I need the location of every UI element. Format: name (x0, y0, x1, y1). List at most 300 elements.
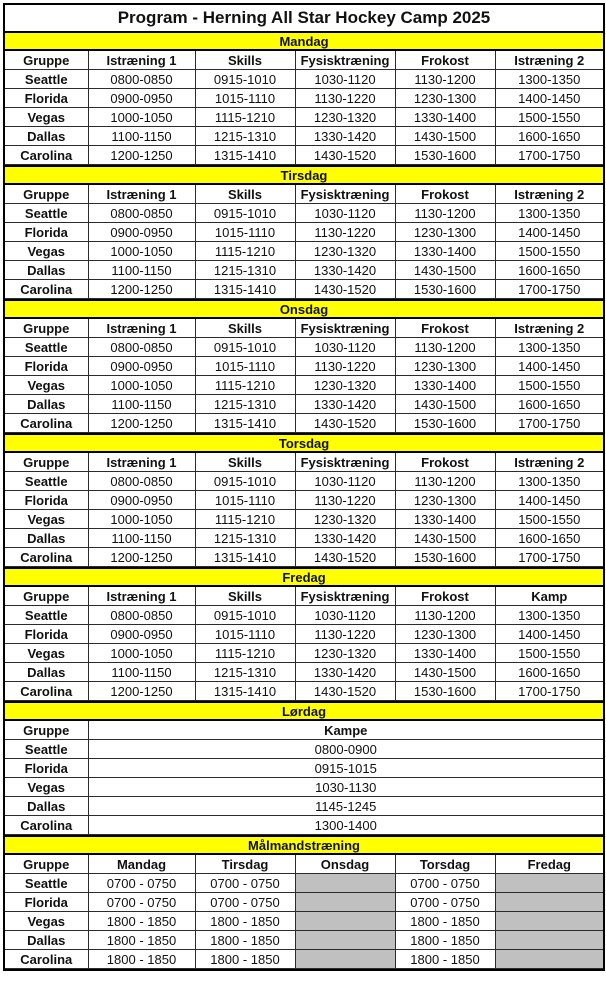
day-header-row (5, 568, 603, 586)
column-header: Fysisktræning (295, 50, 395, 70)
day-header-row (5, 166, 603, 184)
column-header: Frokost (395, 586, 495, 606)
time-cell: 0900-0950 (88, 625, 195, 644)
time-cell: 1000-1050 (88, 510, 195, 529)
day-block-torsdag (5, 433, 603, 567)
group-name-cell: Seattle (5, 606, 88, 625)
day-header-row (5, 300, 603, 318)
time-cell: 1530-1600 (395, 414, 495, 433)
column-header: Gruppe (5, 50, 88, 70)
time-cell: 1800 - 1850 (395, 950, 495, 969)
time-cell: 1115-1210 (195, 108, 295, 127)
group-name-cell: Carolina (5, 816, 88, 835)
time-cell: 1100-1150 (88, 395, 195, 414)
schedule-table (5, 567, 603, 701)
time-cell: 1015-1110 (195, 223, 295, 242)
group-name-cell: Seattle (5, 70, 88, 89)
empty-cell (295, 874, 395, 893)
column-header: Skills (195, 50, 295, 70)
time-cell: 1230-1320 (295, 644, 395, 663)
time-cell: 0915-1010 (195, 606, 295, 625)
time-cell: 1430-1520 (295, 682, 395, 701)
time-cell: 1130-1200 (395, 606, 495, 625)
time-cell: 1300-1350 (495, 70, 603, 89)
day-header: Fredag (5, 568, 603, 586)
column-header: Istræning 1 (88, 586, 195, 606)
time-cell: 0915-1010 (195, 204, 295, 223)
column-header: Frokost (395, 184, 495, 204)
day-header-row (5, 702, 603, 720)
time-cell: 1330-1400 (395, 644, 495, 663)
group-name-cell: Seattle (5, 204, 88, 223)
time-cell: 1330-1420 (295, 127, 395, 146)
group-name-cell: Seattle (5, 874, 88, 893)
time-cell: 1000-1050 (88, 108, 195, 127)
time-cell: 1330-1400 (395, 108, 495, 127)
column-header: Skills (195, 452, 295, 472)
time-cell: 1130-1220 (295, 625, 395, 644)
day-header: Lørdag (5, 702, 603, 720)
column-header-row (5, 586, 603, 606)
column-header-row (5, 318, 603, 338)
time-cell: 1600-1650 (495, 529, 603, 548)
time-cell: 0700 - 0750 (395, 874, 495, 893)
column-header: Fysisktræning (295, 318, 395, 338)
group-name-cell: Dallas (5, 797, 88, 816)
time-cell: 1215-1310 (195, 529, 295, 548)
column-header: Mandag (88, 854, 195, 874)
time-cell: 0900-0950 (88, 491, 195, 510)
time-cell: 1130-1200 (395, 204, 495, 223)
time-cell: 1500-1550 (495, 376, 603, 395)
table-row (5, 395, 603, 414)
table-row (5, 127, 603, 146)
group-name-cell: Dallas (5, 529, 88, 548)
time-cell: 1300-1350 (495, 606, 603, 625)
empty-cell (495, 874, 603, 893)
time-cell: 1000-1050 (88, 242, 195, 261)
time-cell: 1100-1150 (88, 529, 195, 548)
time-cell: 1315-1410 (195, 548, 295, 567)
time-cell: 1015-1110 (195, 357, 295, 376)
table-row (5, 357, 603, 376)
time-cell: 1230-1320 (295, 376, 395, 395)
group-name-cell: Florida (5, 759, 88, 778)
time-cell: 1800 - 1850 (195, 931, 295, 950)
schedule-blocks (5, 33, 603, 969)
column-header: Skills (195, 586, 295, 606)
time-cell: 1800 - 1850 (395, 931, 495, 950)
time-cell: 1400-1450 (495, 89, 603, 108)
column-header: Istræning 1 (88, 50, 195, 70)
group-name-cell: Dallas (5, 663, 88, 682)
column-header: Frokost (395, 50, 495, 70)
table-row (5, 778, 603, 797)
time-cell: 1400-1450 (495, 491, 603, 510)
table-row (5, 338, 603, 357)
time-cell: 1430-1500 (395, 261, 495, 280)
page-title: Program - Herning All Star Hockey Camp 2025 (5, 5, 603, 33)
table-row (5, 376, 603, 395)
time-cell: 1115-1210 (195, 242, 295, 261)
empty-cell (295, 912, 395, 931)
time-cell: 1300-1400 (88, 816, 603, 835)
table-row (5, 472, 603, 491)
schedule-table (5, 33, 603, 165)
day-block-lordag (5, 701, 603, 835)
column-header: Kampe (88, 720, 603, 740)
time-cell: 0915-1015 (88, 759, 603, 778)
day-block-mandag (5, 33, 603, 165)
time-cell: 1030-1120 (295, 338, 395, 357)
time-cell: 1430-1500 (395, 663, 495, 682)
group-name-cell: Vegas (5, 242, 88, 261)
time-cell: 1230-1300 (395, 357, 495, 376)
group-name-cell: Dallas (5, 261, 88, 280)
time-cell: 1215-1310 (195, 663, 295, 682)
time-cell: 1200-1250 (88, 682, 195, 701)
time-cell: 1400-1450 (495, 625, 603, 644)
column-header: Gruppe (5, 854, 88, 874)
table-row (5, 816, 603, 835)
time-cell: 0700 - 0750 (195, 893, 295, 912)
table-row (5, 606, 603, 625)
table-row (5, 280, 603, 299)
time-cell: 1145-1245 (88, 797, 603, 816)
time-cell: 1000-1050 (88, 376, 195, 395)
time-cell: 1330-1400 (395, 376, 495, 395)
schedule-table (5, 433, 603, 567)
group-name-cell: Seattle (5, 740, 88, 759)
column-header: Istræning 1 (88, 452, 195, 472)
table-row (5, 108, 603, 127)
day-header: Onsdag (5, 300, 603, 318)
time-cell: 1315-1410 (195, 146, 295, 165)
table-row (5, 204, 603, 223)
schedule-table (5, 701, 603, 835)
schedule-table (5, 165, 603, 299)
time-cell: 1700-1750 (495, 280, 603, 299)
time-cell: 1430-1520 (295, 548, 395, 567)
column-header: Tirsdag (195, 854, 295, 874)
time-cell: 1430-1520 (295, 414, 395, 433)
time-cell: 1700-1750 (495, 548, 603, 567)
day-header: Mandag (5, 33, 603, 50)
group-name-cell: Vegas (5, 644, 88, 663)
group-name-cell: Seattle (5, 338, 88, 357)
column-header-row (5, 854, 603, 874)
time-cell: 0900-0950 (88, 89, 195, 108)
column-header: Fredag (495, 854, 603, 874)
time-cell: 1500-1550 (495, 510, 603, 529)
time-cell: 0800-0850 (88, 338, 195, 357)
column-header: Istræning 2 (495, 50, 603, 70)
group-name-cell: Dallas (5, 127, 88, 146)
table-row (5, 663, 603, 682)
column-header: Kamp (495, 586, 603, 606)
table-row (5, 931, 603, 950)
time-cell: 1230-1320 (295, 108, 395, 127)
empty-cell (295, 931, 395, 950)
day-header-row (5, 33, 603, 50)
table-row (5, 70, 603, 89)
column-header: Frokost (395, 452, 495, 472)
time-cell: 1500-1550 (495, 108, 603, 127)
time-cell: 1330-1400 (395, 242, 495, 261)
time-cell: 0915-1010 (195, 338, 295, 357)
time-cell: 1030-1120 (295, 70, 395, 89)
time-cell: 0915-1010 (195, 472, 295, 491)
day-block-tirsdag (5, 165, 603, 299)
column-header: Gruppe (5, 720, 88, 740)
time-cell: 0800-0900 (88, 740, 603, 759)
column-header-row (5, 452, 603, 472)
empty-cell (495, 950, 603, 969)
time-cell: 1800 - 1850 (195, 912, 295, 931)
time-cell: 0800-0850 (88, 70, 195, 89)
time-cell: 1230-1300 (395, 625, 495, 644)
time-cell: 1215-1310 (195, 261, 295, 280)
group-name-cell: Florida (5, 223, 88, 242)
time-cell: 1700-1750 (495, 414, 603, 433)
table-row (5, 797, 603, 816)
time-cell: 1130-1220 (295, 223, 395, 242)
empty-cell (295, 893, 395, 912)
column-header: Istræning 1 (88, 184, 195, 204)
table-row (5, 548, 603, 567)
time-cell: 1300-1350 (495, 204, 603, 223)
day-header-row (5, 434, 603, 452)
group-name-cell: Vegas (5, 376, 88, 395)
time-cell: 1130-1220 (295, 357, 395, 376)
time-cell: 1100-1150 (88, 127, 195, 146)
time-cell: 1230-1300 (395, 491, 495, 510)
time-cell: 1800 - 1850 (395, 912, 495, 931)
time-cell: 1600-1650 (495, 663, 603, 682)
column-header: Fysisktræning (295, 184, 395, 204)
time-cell: 1330-1420 (295, 261, 395, 280)
group-name-cell: Vegas (5, 778, 88, 797)
column-header: Torsdag (395, 854, 495, 874)
goalie-training-block (5, 835, 603, 969)
day-header-row (5, 836, 603, 854)
time-cell: 0800-0850 (88, 606, 195, 625)
time-cell: 1130-1200 (395, 472, 495, 491)
time-cell: 1530-1600 (395, 682, 495, 701)
time-cell: 1500-1550 (495, 242, 603, 261)
table-row (5, 146, 603, 165)
empty-cell (495, 912, 603, 931)
group-name-cell: Carolina (5, 548, 88, 567)
time-cell: 1015-1110 (195, 625, 295, 644)
column-header-row (5, 50, 603, 70)
time-cell: 1215-1310 (195, 127, 295, 146)
time-cell: 1330-1420 (295, 529, 395, 548)
column-header: Istræning 2 (495, 184, 603, 204)
column-header: Skills (195, 184, 295, 204)
time-cell: 1330-1420 (295, 395, 395, 414)
time-cell: 1800 - 1850 (88, 912, 195, 931)
time-cell: 0700 - 0750 (195, 874, 295, 893)
time-cell: 1800 - 1850 (88, 931, 195, 950)
time-cell: 1600-1650 (495, 261, 603, 280)
group-name-cell: Florida (5, 893, 88, 912)
group-name-cell: Carolina (5, 414, 88, 433)
group-name-cell: Carolina (5, 146, 88, 165)
table-row (5, 740, 603, 759)
column-header: Onsdag (295, 854, 395, 874)
day-header: Tirsdag (5, 166, 603, 184)
time-cell: 1000-1050 (88, 644, 195, 663)
time-cell: 1430-1500 (395, 529, 495, 548)
time-cell: 1800 - 1850 (88, 950, 195, 969)
time-cell: 1600-1650 (495, 127, 603, 146)
time-cell: 1200-1250 (88, 146, 195, 165)
time-cell: 1100-1150 (88, 663, 195, 682)
time-cell: 1030-1130 (88, 778, 603, 797)
time-cell: 0700 - 0750 (395, 893, 495, 912)
group-name-cell: Dallas (5, 931, 88, 950)
group-name-cell: Vegas (5, 510, 88, 529)
empty-cell (495, 931, 603, 950)
time-cell: 0800-0850 (88, 204, 195, 223)
group-name-cell: Carolina (5, 280, 88, 299)
time-cell: 1200-1250 (88, 414, 195, 433)
group-name-cell: Vegas (5, 912, 88, 931)
column-header: Skills (195, 318, 295, 338)
group-name-cell: Vegas (5, 108, 88, 127)
column-header: Gruppe (5, 586, 88, 606)
group-name-cell: Carolina (5, 682, 88, 701)
time-cell: 1115-1210 (195, 644, 295, 663)
group-name-cell: Florida (5, 625, 88, 644)
schedule-table (5, 299, 603, 433)
group-name-cell: Carolina (5, 950, 88, 969)
table-row (5, 491, 603, 510)
day-block-onsdag (5, 299, 603, 433)
table-row (5, 529, 603, 548)
group-name-cell: Florida (5, 89, 88, 108)
time-cell: 1600-1650 (495, 395, 603, 414)
table-row (5, 874, 603, 893)
time-cell: 1200-1250 (88, 280, 195, 299)
group-name-cell: Florida (5, 491, 88, 510)
column-header: Gruppe (5, 318, 88, 338)
column-header: Istræning 1 (88, 318, 195, 338)
time-cell: 0900-0950 (88, 357, 195, 376)
column-header: Fysisktræning (295, 586, 395, 606)
column-header: Istræning 2 (495, 318, 603, 338)
time-cell: 1100-1150 (88, 261, 195, 280)
time-cell: 1030-1120 (295, 472, 395, 491)
time-cell: 1030-1120 (295, 204, 395, 223)
time-cell: 1430-1500 (395, 127, 495, 146)
time-cell: 1330-1400 (395, 510, 495, 529)
time-cell: 1200-1250 (88, 548, 195, 567)
time-cell: 1230-1300 (395, 223, 495, 242)
time-cell: 0915-1010 (195, 70, 295, 89)
time-cell: 0900-0950 (88, 223, 195, 242)
time-cell: 1315-1410 (195, 414, 295, 433)
column-header: Istræning 2 (495, 452, 603, 472)
time-cell: 1430-1500 (395, 395, 495, 414)
schedule-table (5, 835, 603, 969)
time-cell: 0700 - 0750 (88, 893, 195, 912)
table-row (5, 682, 603, 701)
empty-cell (495, 893, 603, 912)
time-cell: 1015-1110 (195, 491, 295, 510)
column-header: Gruppe (5, 184, 88, 204)
time-cell: 1500-1550 (495, 644, 603, 663)
time-cell: 1700-1750 (495, 146, 603, 165)
time-cell: 1130-1220 (295, 491, 395, 510)
time-cell: 1330-1420 (295, 663, 395, 682)
time-cell: 1400-1450 (495, 357, 603, 376)
table-row (5, 261, 603, 280)
time-cell: 1130-1200 (395, 338, 495, 357)
column-header: Frokost (395, 318, 495, 338)
time-cell: 1530-1600 (395, 146, 495, 165)
table-row (5, 223, 603, 242)
time-cell: 1430-1520 (295, 146, 395, 165)
time-cell: 1230-1320 (295, 510, 395, 529)
time-cell: 1115-1210 (195, 376, 295, 395)
day-block-fredag (5, 567, 603, 701)
section-header: Målmandstræning (5, 836, 603, 854)
time-cell: 1530-1600 (395, 280, 495, 299)
time-cell: 1230-1320 (295, 242, 395, 261)
column-header-row (5, 184, 603, 204)
time-cell: 1015-1110 (195, 89, 295, 108)
time-cell: 1115-1210 (195, 510, 295, 529)
schedule-sheet (3, 3, 605, 971)
time-cell: 0700 - 0750 (88, 874, 195, 893)
time-cell: 1130-1220 (295, 89, 395, 108)
empty-cell (295, 950, 395, 969)
time-cell: 1315-1410 (195, 280, 295, 299)
table-row (5, 759, 603, 778)
time-cell: 1215-1310 (195, 395, 295, 414)
column-header: Gruppe (5, 452, 88, 472)
time-cell: 0800-0850 (88, 472, 195, 491)
day-header: Torsdag (5, 434, 603, 452)
time-cell: 1030-1120 (295, 606, 395, 625)
time-cell: 1130-1200 (395, 70, 495, 89)
table-row (5, 893, 603, 912)
table-row (5, 242, 603, 261)
group-name-cell: Dallas (5, 395, 88, 414)
time-cell: 1300-1350 (495, 338, 603, 357)
time-cell: 1300-1350 (495, 472, 603, 491)
time-cell: 1230-1300 (395, 89, 495, 108)
group-name-cell: Florida (5, 357, 88, 376)
table-row (5, 644, 603, 663)
table-row (5, 89, 603, 108)
table-row (5, 510, 603, 529)
table-row (5, 625, 603, 644)
time-cell: 1800 - 1850 (195, 950, 295, 969)
column-header-row (5, 720, 603, 740)
table-row (5, 950, 603, 969)
time-cell: 1530-1600 (395, 548, 495, 567)
time-cell: 1430-1520 (295, 280, 395, 299)
column-header: Fysisktræning (295, 452, 395, 472)
group-name-cell: Seattle (5, 472, 88, 491)
time-cell: 1315-1410 (195, 682, 295, 701)
time-cell: 1700-1750 (495, 682, 603, 701)
table-row (5, 414, 603, 433)
table-row (5, 912, 603, 931)
